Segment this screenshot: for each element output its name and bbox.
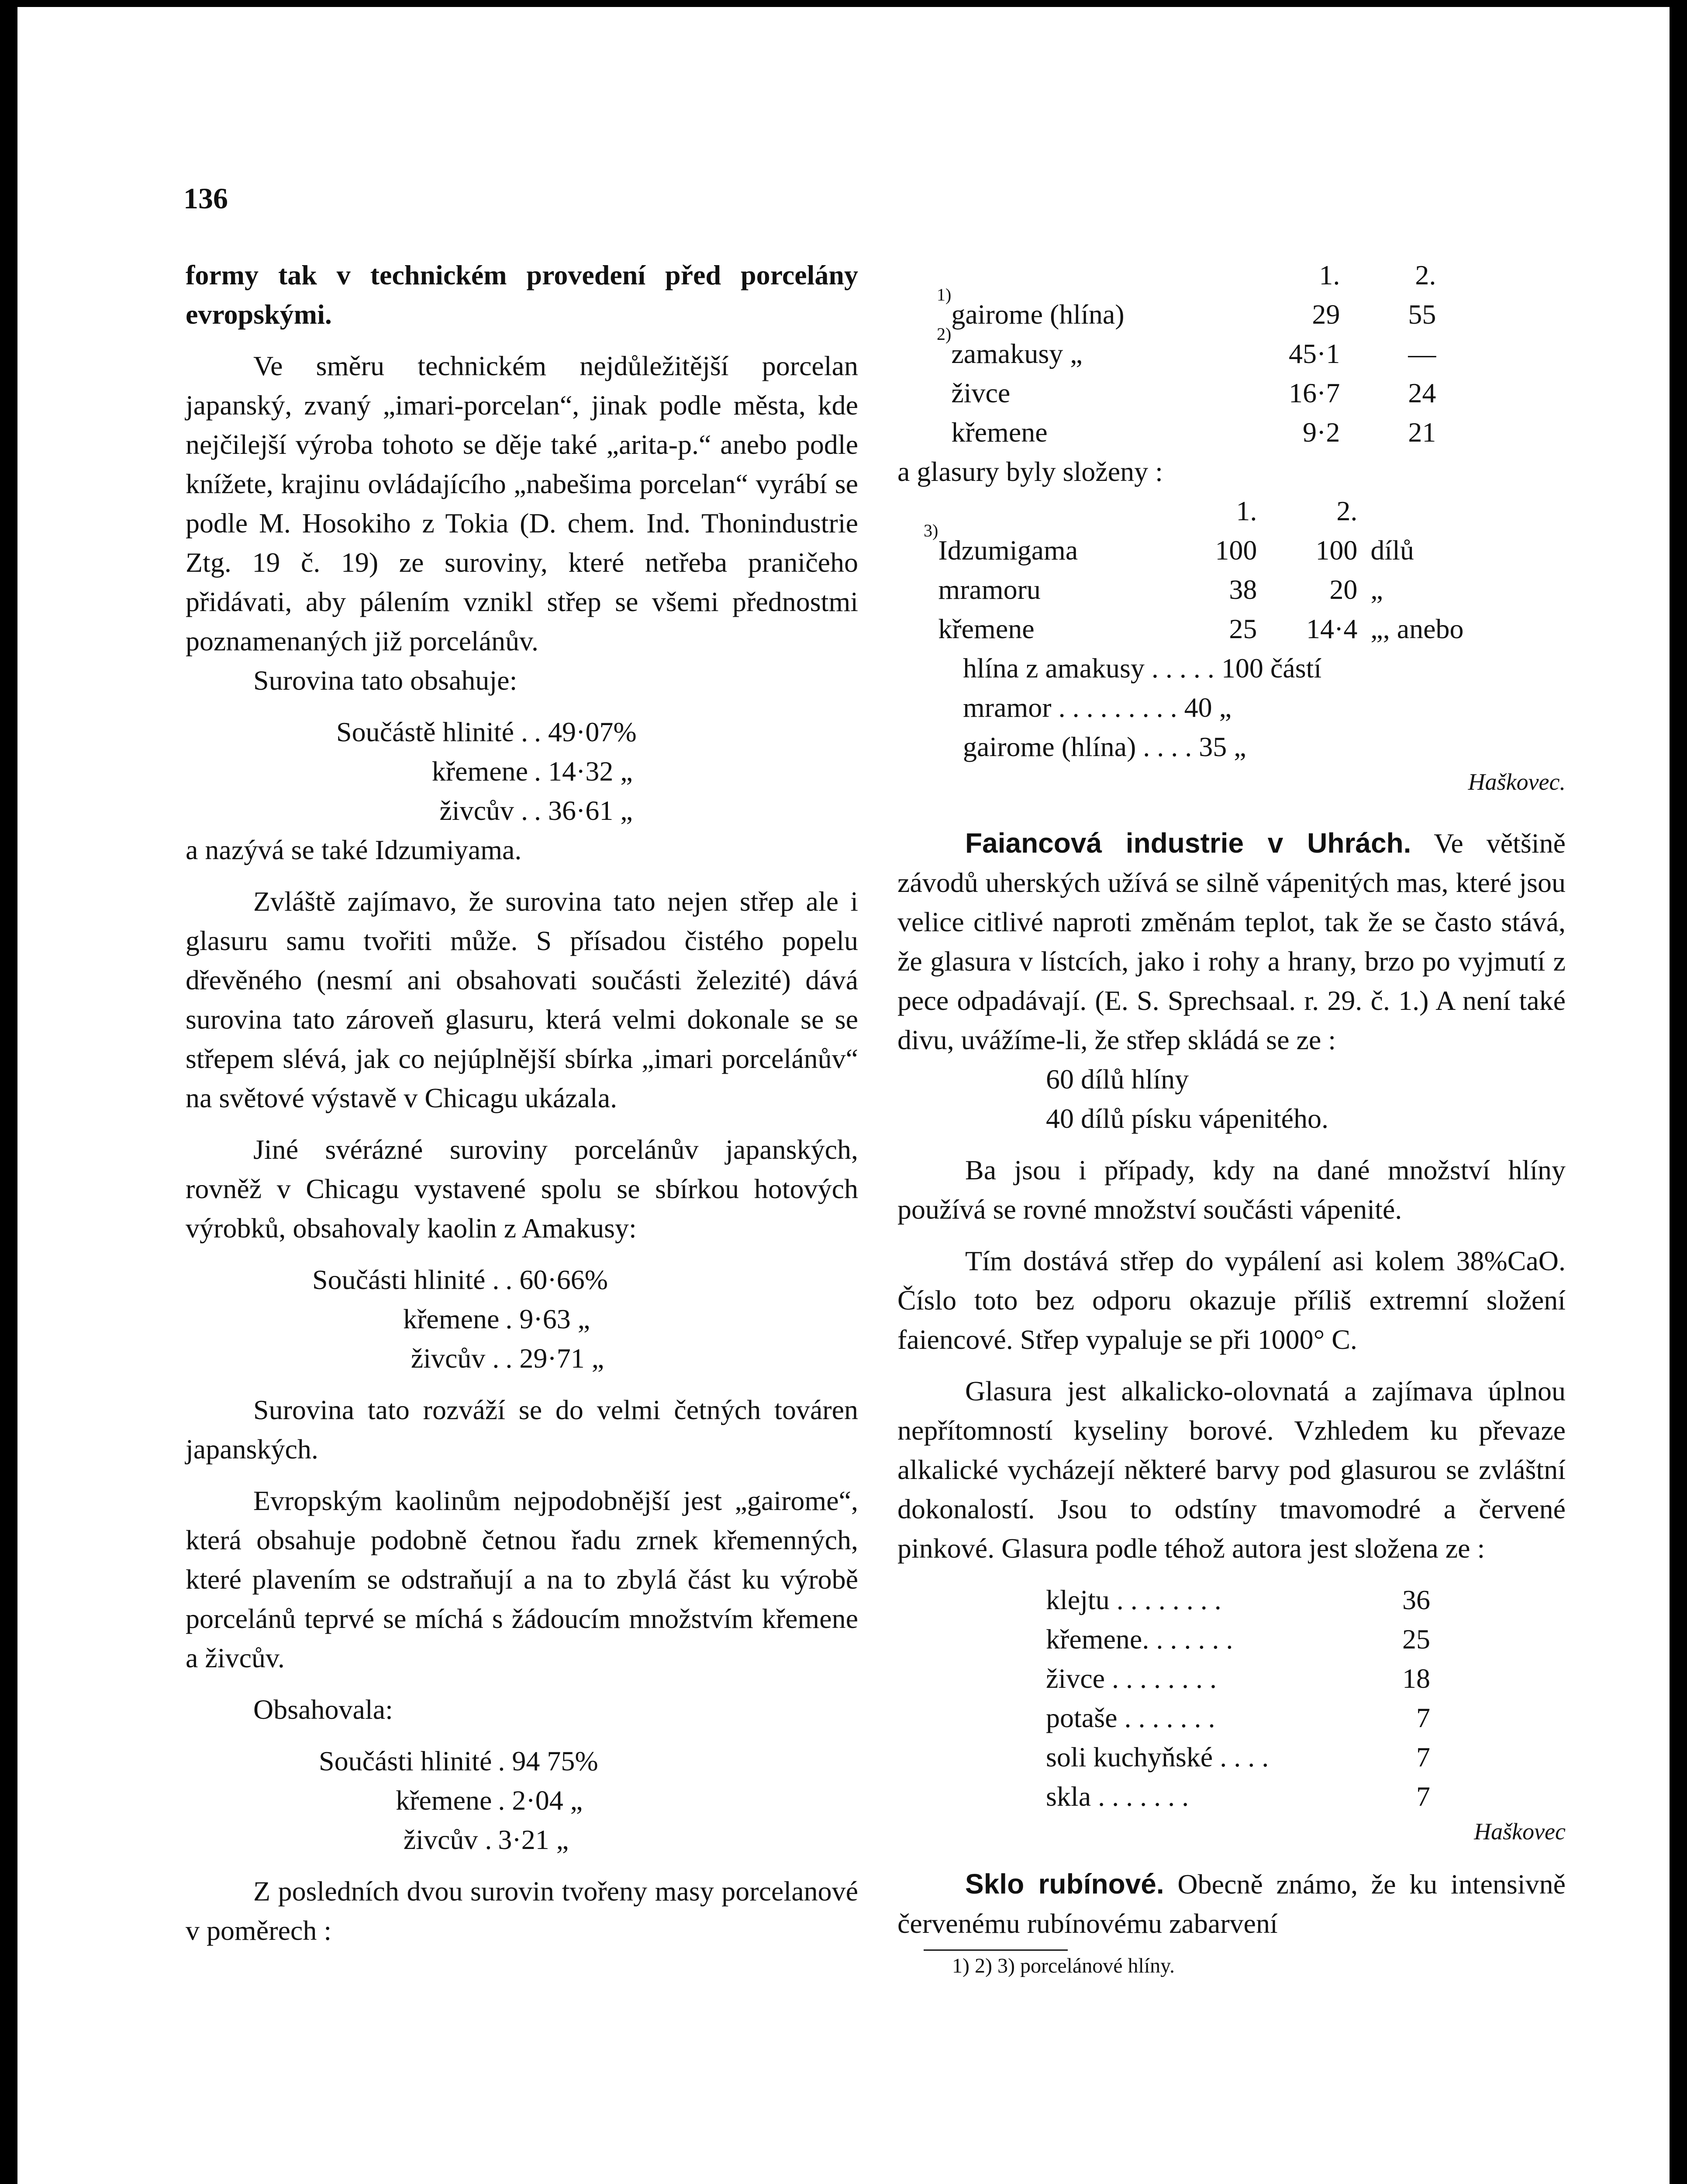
paragraph: Obsahovala: — [253, 1694, 393, 1725]
paragraph: Surovina tato rozváží se do velmi četných továren japanských. — [186, 1394, 858, 1465]
composition-list: Součástě hlinité . . 49·07% křemene . 14·32 „ živcův . . 36·61 „ — [336, 716, 637, 826]
author-signature: Haškovec. — [1468, 769, 1566, 795]
mix-list: 60 dílů hlíny 40 dílů písku vápenitého. — [1046, 1064, 1329, 1134]
left-column — [186, 256, 858, 1950]
right-column — [897, 256, 1566, 1981]
table-row: 2) zamakusy „ 45·1 — — [937, 324, 1436, 369]
paragraph: a glasury byly složeny : — [897, 456, 1163, 487]
page-number: 136 — [183, 182, 228, 215]
table-row: 3) Idzumigama 100 100 dílů — [924, 521, 1414, 566]
paragraph: Surovina tato obsahuje: — [253, 665, 517, 696]
composition-list: Součásti hlinité . 94 75% křemene . 2·04 „ živcův . 3·21 „ — [319, 1745, 598, 1855]
paragraph: Ba jsou i případy, kdy na dané množství hlíny používá se rovné množství součásti vápenité. — [897, 1154, 1566, 1225]
alternative-glaze: hlína z amakusy . . . . . 100 částí mramor . . . . . . . . . 40 „ gairome (hlína) . . . . 35 „ — [963, 653, 1322, 762]
paragraph: formy tak v technickém provedení před porcelány evropskými. — [186, 259, 858, 330]
footnote: 1) 2) 3) porcelánové hlíny. — [952, 1954, 1175, 1977]
mass-table: 1. 2. 1) gairome (hlína) 29 55 2) zamakusy „ 45·1 — živce 16·7 24 křemene 9·2 21 — [937, 256, 1436, 452]
paragraph: Tím dostává střep do vypálení asi kolem 38%CaO. Číslo toto bez odporu okazuje příliš extremní složení faiencové. Střep vypaluje se při 1000° C. — [897, 1245, 1566, 1355]
table-row: živce 16·7 24 — [951, 377, 1436, 408]
table-row: 1) gairome (hlína) 29 55 — [937, 285, 1436, 330]
section-heading: Sklo rubínové. — [965, 1868, 1164, 1900]
paragraph: Z posledních dvou surovin tvořeny masy porcelanové v poměrech : — [186, 1876, 858, 1946]
paragraph: Jiné svérázné suroviny porcelánův japanských, rovněž v Chicagu vystavené spolu se sbírkou hotových výrobků, obsahovaly kaolin z Amakusy: — [186, 1134, 858, 1244]
paragraph: a nazývá se také Idzumiyama. — [186, 834, 522, 865]
table-row: křemene 25 14·4 „, anebo — [938, 613, 1464, 644]
glaze-table: 1. 2. 3) Idzumigama 100 100 dílů mramoru 38 20 „ křemene 25 14·4 „, anebo — [924, 491, 1464, 649]
author-signature: Haškovec — [1474, 1818, 1566, 1845]
paragraph: Ve směru technickém nejdůležitější porcelan japanský, zvaný „imari-porcelan“, jinak podle města, kde nejčilejší výroba tohoto se děje také „arita-p.“ anebo podle knížete, krajinu ovládajícího „nabešima porcelan“ vyrábí se podle M. Hosokiho z Tokia (D. chem. Ind. Thonindustrie Ztg. 19 č. 19) ze suroviny, které netřeba praničeho přidávati, aby pálením vznikl střep se všemi přednostmi poznamenaných již porcelánův. — [186, 350, 858, 657]
paragraph: Sklo rubínové. Obecně známo, že ku intensivně červenému rubínovému zabarvení — [897, 1868, 1566, 1939]
paragraph: Zvláště zajímavo, že surovina tato nejen střep ale i glasuru samu tvořiti může. S přísadou čistého popelu dřevěného (nesmí ani obsahovati součásti železité) dává surovina tato zároveň glasuru, která velmi dokonale se se střepem slévá, jak co nejúplnější sbírka „imari porcelánův“ na světové výstavě v Chicagu ukázala. — [186, 886, 858, 1113]
table-row: mramoru 38 20 „ — [938, 574, 1383, 605]
paragraph: Glasura jest alkalicko-olovnatá a zajímava úplnou nepřítomností kyseliny borové. Vzhledem ku převaze alkalické vycházejí některé barvy pod glasurou se zvláštní dokonalostí. Jsou to odstíny tmavomodré a červené pinkové. Glasura podle téhož autora jest složena ze : — [897, 1375, 1566, 1564]
composition-list: Součásti hlinité . . 60·66% křemene . 9·63 „ živcův . . 29·71 „ — [312, 1264, 608, 1374]
paragraph: Evropským kaolinům nejpodobnější jest „gairome“, která obsahuje podobně četnou řadu zrnek křemenných, které plavením se odstraňují a na to zbylá část ku výrobě porcelánů teprvé se míchá s žádoucím množstvím křemene a živcův. — [186, 1485, 858, 1673]
section-heading: Faiancová industrie v Uhrách. — [965, 827, 1411, 859]
table-row: křemene 9·2 21 — [951, 417, 1436, 448]
glaze-list: klejtu . . . . . . . . 36 křemene. . . . . . . 25 živce . . . . . . . . 18 potaše . . . . . . . 7 soli kuchyňské . . . . 7 skla . . . . . . . 7 — [1046, 1584, 1430, 1812]
paragraph: Faiancová industrie v Uhrách. Ve většině závodů uherských užívá se silně vápenitých mas, které jsou velice citlivé naproti změnám teplot, tak že se často stává, že glasura v lístcích, jako i rohy a hrany, brzo po vyjmutí z pece odpadávají. (E. S. Sprechsaal. r. 29. č. 1.) A není také divu, uvážíme-li, že střep skládá se ze : — [897, 827, 1566, 1055]
